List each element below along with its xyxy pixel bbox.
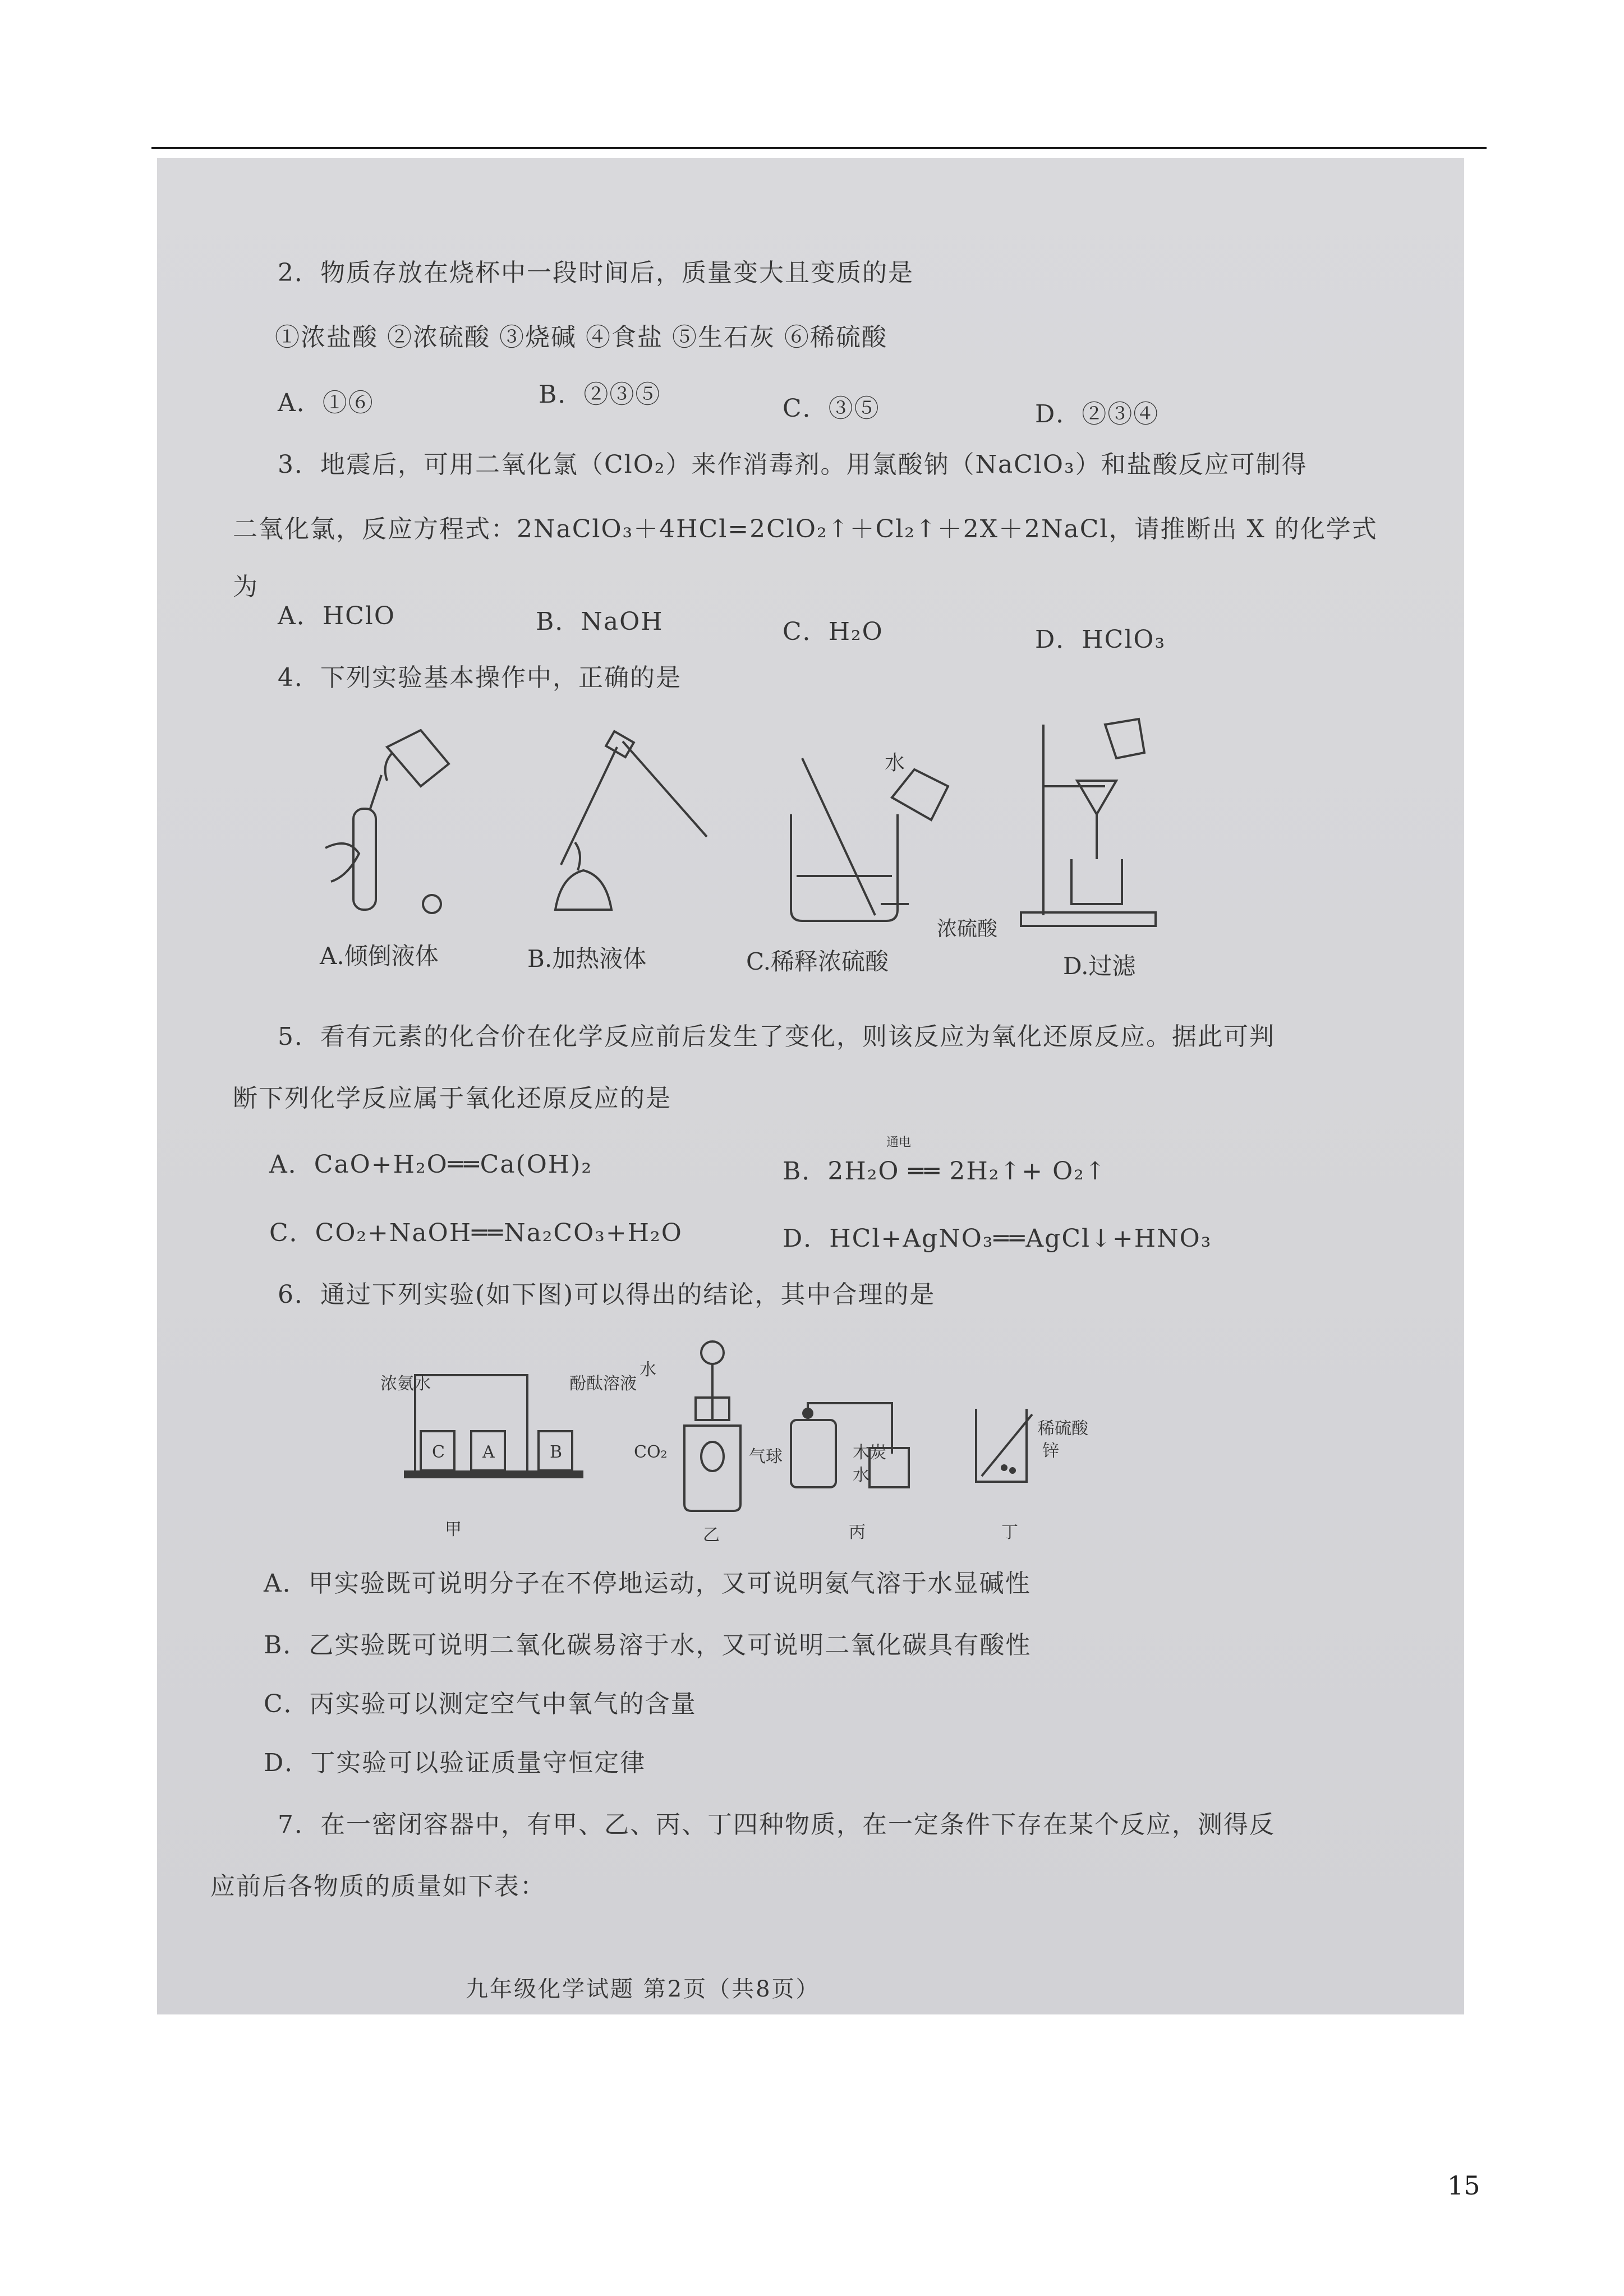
- page-footer: 九年级化学试题 第2页（共8页）: [466, 1976, 820, 2002]
- q3-stem-line-3: 为: [233, 573, 259, 601]
- figure-bing-name: 丙: [849, 1523, 866, 1542]
- diluting-acid-figure: [780, 736, 970, 926]
- q3-option-b: B．NaOH: [536, 607, 664, 636]
- jia-beaker-a-label: A: [482, 1442, 495, 1462]
- q4-figure-d-label: D.过滤: [1063, 952, 1136, 980]
- q5-option-a: A．CaO+H₂O══Ca(OH)₂: [269, 1150, 592, 1179]
- q2-items: ①浓盐酸 ②浓硫酸 ③烧碱 ④食盐 ⑤生石灰 ⑥稀硫酸: [275, 323, 887, 352]
- q4-figure-c-label: C.稀释浓硫酸: [746, 948, 889, 975]
- figure-ding-name: 丁: [1001, 1523, 1018, 1542]
- q4-stem: 4．下列实验基本操作中，正确的是: [278, 663, 682, 692]
- q5-stem-line-1: 5．看有元素的化合价在化学反应前后发生了变化，则该反应为氧化还原反应。据此可判: [278, 1022, 1275, 1051]
- figure-yi-name: 乙: [703, 1525, 720, 1545]
- q3-option-c: C．H₂O: [783, 617, 884, 646]
- q2-option-d: D．②③④: [1035, 400, 1160, 428]
- q3-stem-line-1: 3．地震后，可用二氧化氯（ClO₂）来作消毒剂。用氯酸钠（NaClO₃）和盐酸反应可制得: [278, 450, 1308, 479]
- bing-water-label: 水: [853, 1465, 869, 1485]
- yi-balloon-label: 气球: [749, 1447, 783, 1467]
- ding-acid-label: 稀硫酸: [1038, 1419, 1088, 1439]
- ding-zinc-label: 锌: [1042, 1441, 1059, 1461]
- pouring-liquid-figure: [320, 725, 466, 926]
- q6-option-d: D．丁实验可以验证质量守恒定律: [264, 1749, 646, 1777]
- jia-ammonia-label: 浓氨水: [380, 1374, 431, 1394]
- q2-option-b: B．②③⑤: [539, 380, 661, 409]
- q4-acid-label: 浓硫酸: [937, 918, 998, 940]
- filtration-figure: [1021, 713, 1200, 938]
- jia-beaker-c-label: C: [432, 1442, 445, 1462]
- q6-option-a: A．甲实验既可说明分子在不停地运动，又可说明氨气溶于水显碱性: [264, 1569, 1031, 1598]
- co2-balloon-figure: [651, 1336, 774, 1515]
- q5-stem-line-2: 断下列化学反应属于氧化还原反应的是: [233, 1084, 671, 1113]
- jia-beaker-b-label: B: [550, 1442, 563, 1462]
- q4-figure-b-label: B.加热液体: [527, 945, 647, 972]
- zinc-acid-figure: [970, 1398, 1094, 1493]
- q6-option-b: B．乙实验既可说明二氧化碳易溶于水，又可说明二氧化碳具有酸性: [264, 1631, 1032, 1659]
- page-number: 15: [1447, 2170, 1480, 2201]
- q3-stem-line-2: 二氧化氯，反应方程式：2NaClO₃＋4HCl=2ClO₂↑＋Cl₂↑＋2X＋2NaCl，请推断出 X 的化学式: [233, 515, 1378, 543]
- q7-stem-line-2: 应前后各物质的质量如下表：: [210, 1872, 546, 1901]
- q5-option-d: D．HCl+AgNO₃══AgCl↓+HNO₃: [783, 1224, 1212, 1253]
- q6-stem: 6．通过下列实验(如下图)可以得出的结论，其中合理的是: [278, 1280, 936, 1309]
- ammonia-diffusion-figure: [404, 1364, 595, 1487]
- q3-option-a: A．HClO: [278, 602, 395, 630]
- top-rule: [151, 147, 1487, 149]
- yi-water-label: 水: [640, 1360, 656, 1380]
- figure-jia-name: 甲: [445, 1520, 462, 1539]
- jia-phenolphthalein-label: 酚酞溶液: [569, 1374, 637, 1394]
- q5-option-b: B．2H₂O ══ 2H₂↑+ O₂↑: [783, 1157, 1107, 1186]
- scanned-exam-page: [157, 158, 1464, 2014]
- bing-charcoal-label: 木炭: [853, 1443, 886, 1463]
- q2-option-a: A．①⑥: [278, 389, 374, 417]
- q6-option-c: C．丙实验可以测定空气中氧气的含量: [264, 1690, 697, 1718]
- q4-water-label: 水: [885, 751, 905, 774]
- q2-option-c: C．③⑤: [783, 394, 880, 423]
- q3-option-d: D．HClO₃: [1035, 625, 1166, 654]
- q2-stem: 2．物质存放在烧杯中一段时间后，质量变大且变质的是: [278, 259, 914, 287]
- q5-option-c: C．CO₂+NaOH══Na₂CO₃+H₂O: [269, 1219, 683, 1247]
- yi-co2-label: CO₂: [634, 1442, 668, 1462]
- q4-figure-a-label: A.倾倒液体: [320, 942, 439, 970]
- heating-liquid-figure: [539, 725, 718, 926]
- q5-condition-label: 通电: [886, 1136, 912, 1150]
- q7-stem-line-1: 7．在一密闭容器中，有甲、乙、丙、丁四种物质，在一定条件下存在某个反应，测得反: [278, 1810, 1275, 1839]
